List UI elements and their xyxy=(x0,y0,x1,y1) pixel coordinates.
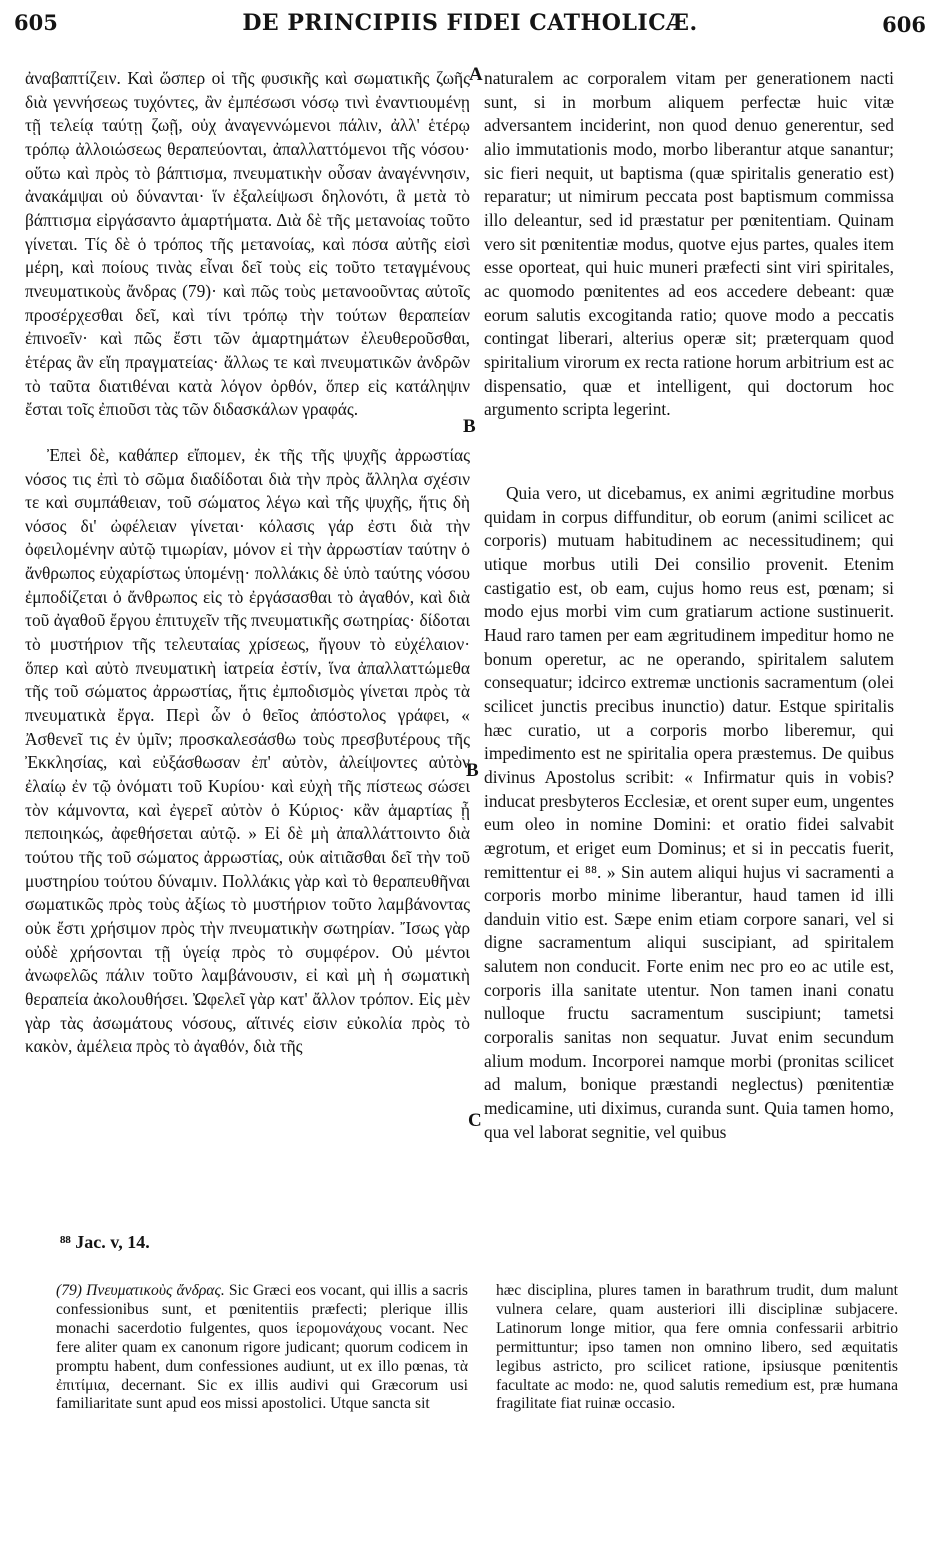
section-marker-b-second: B xyxy=(466,760,479,781)
note-label: (79) Πνευματικοὺς ἄνδρας. xyxy=(56,1282,225,1299)
greek-column xyxy=(25,67,470,1059)
scripture-footnote: ⁸⁸ Jac. v, 14. xyxy=(60,1232,150,1252)
latin-column-top xyxy=(484,67,894,422)
note-text-right: hæc disciplina, plures tamen in barathrum trudit, dum malunt vulnera celare, quam austeriori illi disciplinæ subjacere. Latinorum longe mitior, qua fere omnia confessarii arbitrio permittuntur; ipso tamen non omnino libero, sed æquitatis legibus astricto, pro scilicet ratione, ipsiusque pœnitentis facultate ac modo: ne, quod salutis remedium est, præ humana fragilitate fiat ruinæ occasio. xyxy=(496,1282,898,1413)
page-number-left: 605 xyxy=(14,10,58,35)
greek-paragraph-2: Ἐπεὶ δὲ, καθάπερ εἴπομεν, ἐκ τῆς τῆς ψυχῆς ἀρρωστίας νόσος τις ἐπὶ τὸ σῶμα διαδίδοται διὰ τὴν πρὸς ἄλληλα σχέσιν τε καὶ συμπάθειαν, τοῦ σώματος λέγω καὶ τῆς ψυχῆς, ἥτις δὴ νόσος δι' ὠφέλειαν γίνεται· κόλασις γάρ ἐστι διὰ τὴν ὀφειλομένην αὐτῷ τιμωρίαν, μόνον εἰ τὴν ἀρρωστίαν ταύτην ὁ ἄνθρωπος εὐχαρίστως ὑπομένῃ· πολλάκις δὲ ὑπὸ ταύτης νόσου ἐμποδίζεται ὁ ἄνθρωπος εἰς τὸ ἐργάσασθαι τὸ ἀγαθόν, καὶ διὰ τοῦ ἀγαθοῦ ἔργου ἐπιτυχεῖν τῆς πνευματικῆς σωτηρίας· δίδοται τὸ μυστήριον τῆς τελευταίας χρίσεως, ἤγουν τὸ εὐχέλαιον· ὅπερ καὶ αὐτὸ πνευματικὴ ἰατρεία ἐστίν, ἵνα ἀπαλλαττώμεθα τῆς τοῦ σώματος ἀρρωστίας, ἥτις ἐμποδισμὸς γίνεται πρὸς τὰ πνευματικὰ ἔργα. Περὶ ὧν ὁ θεῖος ἀπόστολος γράφει, « Ἀσθενεῖ τις ἐν ὑμῖν; προσκαλεσάσθω τοὺς πρεσβυτέρους τῆς Ἐκκλησίας, καὶ εὐξάσθωσαν ἐπ' αὐτὸν, ἀλείψοντες αὐτὸν ἐλαίῳ ἐν τῷ ὀνόματι τοῦ Κυρίου· καὶ εὐχὴ τῆς πίστεως σώσει τὸν κάμνοντα, καὶ ἐγερεῖ αὐτὸν ὁ Κύριος· κἂν ἁμαρτίας ᾖ πεποιηκώς, ἀφεθήσεται αὐτῷ. » Εἰ δὲ μὴ ἀπαλλάττοιντο διὰ τούτου τῆς τοῦ σώματος ἀρρωστίας, οὐκ αἰτιᾶσθαι δεῖ τὴν τοῦ μυστηρίου τούτου δύναμιν. Πολλάκις γὰρ καὶ τὸ θεραπευθῆναι σωματικῶς πρὸς τοὺς ἀξίως τὸ μυστήριον τοῦτο λαμβάνοντας οὐκ ἔστι χρήσιμον πρὸς τὴν πνευματικὴν σωτηρίαν. Ἴσως γὰρ οὐδὲ χρήσονται τῇ ὑγείᾳ πρὸς τὸ συμφέρον. Οὐ μέντοι ἀνωφελῶς πάλιν τοῦτο λαμβάνουσιν, εἰ καὶ μὴ ἡ σωματικὴ θεραπεία ἀκολουθήσει. Ὠφελεῖ γὰρ κατ' ἄλλον τρόπον. Εἰς μὲν γὰρ τὰς ἀσωμάτους νόσους, αἵτινές εἰσιν εὐκολία πρὸς τὸ κακὸν, ἀμέλεια πρὸς τὸ ἀγαθόν, διὰ τῆς xyxy=(25,444,470,1057)
latin-paragraph-1: naturalem ac corporalem vitam per generationem nacti sunt, si in morbum aliquem perfectæ huic vitæ adversantem inciderint, non quod denuo generentur, sed alio immutationis modo, morbo liberantur atque sanantur; sic fieri nequit, ut baptisma (quæ spiritalis generatio est) reparatur; ut nimirum peccata post baptismum commissa illo deleantur, sed id præstatur per pœnitentiam. Quinam vero sit pœnitentiæ modus, quotve ejus partes, quales item esse oporteat, qui huic muneri præfecti sint viri spiritales, ac quomodo pœnitentes ad eos accedere debeant: quæ eorum salutis excogitanda ratio; quove modo a peccatis contingat liberari, alterius operæ sit; præterquam quod spiritalium virorum ex recta ratione horum arbitrium est ac dispensatio, quæ et intelligent, qui doctorum hoc argumento scripta legerint. xyxy=(484,68,894,420)
page-header xyxy=(14,10,926,46)
note-text-left: Sic Græci eos vocant, qui illis a sacris confessionibus sunt, et pœnitentiis præfecti; plerique illis monachi sacerdotio fulgentes, quos ἱερομονάχους vocant. Nec fere aliter quam ex canonum rigore judicant; quorum codicem in promptu habent, dum confessiones audiunt, ut ex illo pœnas, τὰ ἐπιτίμια, decernant. Sic ex illis audivi qui Græcorum usi familiaritate sunt apud eos missi apostolici. Utque sancta sit xyxy=(56,1282,468,1413)
latin-paragraph-2: Quia vero, ut dicebamus, ex animi ægritudine morbus quidam in corpus diffunditur, ob eorum (animi scilicet ac corporis) mutuam habitudinem ac necessitudinem; qui utique morbus utili Dei consilio provenit. Etenim castigatio est, ob eam, cujus homo reus est, pœnam; si modo ejus morbi vim cum gratiarum actione sustinuerit. Haud raro tamen per eam ægritudinem impeditur homo ne bonum operetur, ac ne operando, spiritalem salutem consequatur; idcirco extremæ unctionis sacramentum (olei scilicet junctis precibus inunctio) datur. Estque spiritalis hæc curatio, ut a corporis morbo liberemur, qui impedimento est ne spiritalia opera præstemus. De quibus divinus Apostolus scribit: « Infirmatur quis in vobis? inducat presbyteros Ecclesiæ, et orent super eum, ungentes eum oleo in nomine Domini: et oratio fidei salvabit ægrotum, et eriget eum Dominus; et si in peccatis fuerit, remittentur ei ⁸⁸. » Sin autem aliqui hujus vi sacramenti a corporis morbo minime liberantur, haud tamen id illi danduin vitio est. Sæpe enim etiam corpore sanari, vel si digne sacramentum aliqui suscipiant, ad spiritalem salutem non conducit. Forte enim nec pro eo ac utile est, corporis illa sanitate utentur. Non tamen inani conatu nulloque fructu sacramentum suscipiunt; tametsi corporalis sanitas non sequatur. Juvat enim secundum alium modum. Incorporei namque morbi (pronitas scilicet ad malum, bonique præstandi neglectus) pœnitentiæ medicamine, uti diximus, curanda sunt. Quia tamen homo, qua vel laborat segnitie, vel quibus xyxy=(484,483,895,1142)
page-number-right: 606 xyxy=(882,12,926,37)
greek-paragraph-1: ἀναβαπτίζειν. Καὶ ὥσπερ οἱ τῆς φυσικῆς καὶ σωματικῆς ζωῆς διὰ γεννήσεως τυχόντες, ἂν ἐμπέσωσι νόσῳ τινὶ ἐναντιουμένῃ τῇ τελείᾳ ταύτῃ ζωῇ, οὐχ ἀναγεννώμενοι πάλιν, ἀλλ' ἑτέρῳ τρόπῳ ἀλλοιώσεως θεραπεύονται, ἀπαλλαττόμενοι τῆς νόσου· οὕτω καὶ πρὸς τὸ βάπτισμα, πνευματικὴν οὖσαν ἀναγέννησιν, ἀνακάμψαι οὐ δύνανται· ἵν ἐξαλείψωσι δηλονότι, ἃ μετὰ τὸ βάπτισμα εἰργάσαντο ἁμαρτήματα. Διὰ δὲ τῆς μετανοίας τοῦτο γίνεται. Τίς δὲ ὁ τρόπος τῆς μετανοίας, καὶ πόσα αὐτῆς εἰσὶ μέρη, καὶ ποίους τινὰς εἶναι δεῖ τοὺς εἰς τοῦτο τεταγμένους πνευματικοὺς ἄνδρας (79)· καὶ πῶς τοὺς μετανοοῦντας αὐτοῖς προσέρχεσθαι δεῖ, καὶ τίνι τρόπῳ τὴν τούτων θεραπείαν ἐπινοεῖν· καὶ πῶς ἔστι τῶν ἁμαρτημάτων ἐλευθεροῦσθαι, ἑτέρας ἂν εἴη πραγματείας· ἄλλως τε καὶ πνευματικῶν ἀνδρῶν τὸ ταῦτα διατιθέναι κατὰ λόγον ὀρθόν, ὅπερ εἰς κατάληψιν ἔσται τοῖς ἐπιοῦσι τὰς τῶν διδασκάλων γραφάς. xyxy=(25,68,470,420)
editor-note-right xyxy=(496,1282,898,1414)
section-marker-c: C xyxy=(468,1110,482,1131)
editor-note-left xyxy=(56,1282,468,1414)
section-marker-a: A xyxy=(469,64,483,85)
latin-column-main xyxy=(484,482,894,1144)
running-title: DE PRINCIPIIS FIDEI CATHOLICÆ. xyxy=(242,10,698,36)
section-marker-b: B xyxy=(463,416,476,437)
